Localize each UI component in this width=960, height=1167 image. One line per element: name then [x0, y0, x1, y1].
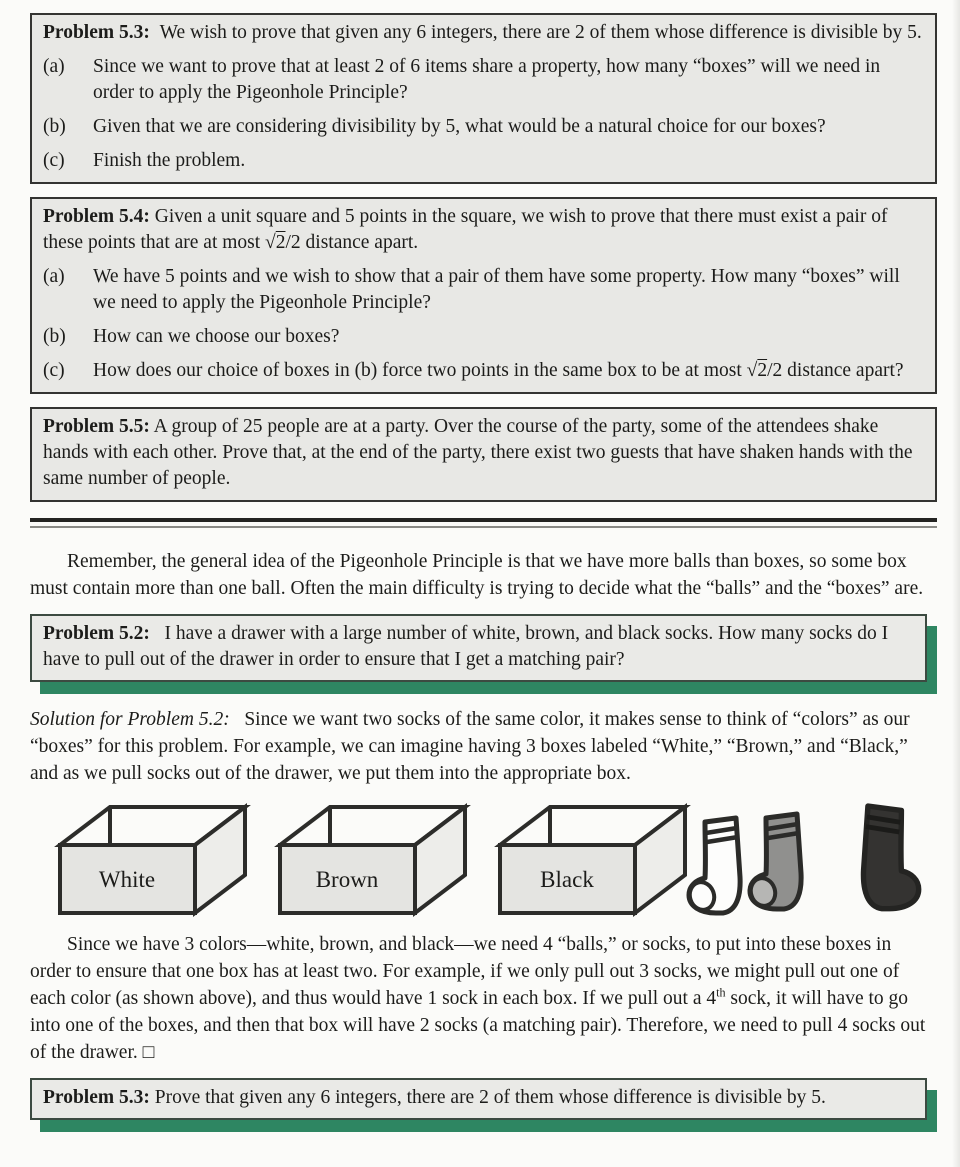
- problem-box-5-3-top: [30, 13, 937, 184]
- brown-box-icon: [280, 807, 465, 913]
- part-label: (c): [43, 360, 65, 381]
- problem-box-5-2-green: [30, 614, 927, 682]
- problem-5-3-part-b: [43, 114, 924, 140]
- problem-5-4-part-b: [43, 324, 924, 350]
- part-label: (a): [43, 56, 65, 77]
- solution-paragraph: Solution for Problem 5.2: Since we want two socks of the same color, it makes sense to think of “colors” as our “boxes” for this problem. For example, we can imagine having 3 boxes labeled “White,” “Brown,” and “Black,” and as we pull socks out of the drawer, we put them into the appropriate box.: [30, 709, 910, 784]
- part-text: Finish the problem.: [93, 150, 246, 171]
- problem-box-5-4: [30, 197, 937, 394]
- double-rule: [30, 518, 937, 528]
- conclusion-paragraph: Since we have 3 colors—white, brown, and black—we need 4 “balls,” or socks, to put into these boxes in order to ensure that one box has at least two. For example, if we only pull out 3 socks, we might pull out one of each color (as shown above), and thus would have 1 sock in each box. If we pull out a 4th sock, it will have to go into one of the boxes, and then that box will have 2 socks (a matching pair). Therefore, we need to pull 4 socks out of the drawer. □: [30, 934, 926, 1063]
- part-text: Given that we are considering divisibility by 5, what would be a natural choice for our boxes?: [93, 116, 826, 137]
- problem-5-4-part-c: [43, 358, 924, 384]
- part-label: (b): [43, 116, 66, 137]
- figure-canvas: [30, 799, 935, 925]
- sock-black-icon: [863, 806, 918, 909]
- problem-box-5-3-green: [30, 1078, 927, 1120]
- part-text: We have 5 points and we wish to show that a pair of them have some property. How many “boxes” will we need to apply the Pigeonhole Principle?: [93, 266, 900, 313]
- problem-box-5-5: [30, 407, 937, 502]
- brown-box-label: Brown: [315, 867, 379, 892]
- part-label: (c): [43, 150, 65, 171]
- problem-5-4-part-a: [43, 264, 924, 316]
- problem-5-2-statement: Problem 5.2: I have a drawer with a large number of white, brown, and black socks. How many socks do I have to pull out of the drawer in order to ensure that I get a matching pair?: [43, 623, 889, 670]
- problem-5-3-green-statement: Problem 5.3: Prove that given any 6 integers, there are 2 of them whose difference is divisible by 5.: [43, 1087, 826, 1108]
- black-box-icon: [500, 807, 685, 913]
- part-text: How can we choose our boxes?: [93, 326, 340, 347]
- page-edge-shadow: [952, 0, 960, 1167]
- problem-5-4-statement: Problem 5.4: Given a unit square and 5 points in the square, we wish to prove that there must exist a pair of these points that are at most √2/2 distance apart.: [43, 206, 888, 253]
- white-box-label: White: [98, 867, 156, 892]
- black-box-label: Black: [540, 867, 594, 892]
- part-text: How does our choice of boxes in (b) force two points in the same box to be at most √2/2 distance apart?: [93, 360, 904, 381]
- part-label: (b): [43, 326, 66, 347]
- problem-5-3-statement: Problem 5.3: We wish to prove that given any 6 integers, there are 2 of them whose difference is divisible by 5.: [43, 22, 922, 43]
- white-box-icon: [60, 807, 245, 913]
- part-text: Since we want to prove that at least 2 of 6 items share a property, how many “boxes” will we need in order to apply the Pigeonhole Principle?: [93, 56, 881, 103]
- boxes-and-socks-figure: [30, 799, 937, 925]
- sock-brown-icon: [747, 814, 801, 909]
- problem-5-5-statement: Problem 5.5: A group of 25 people are at a party. Over the course of the party, some of the attendees shake hands with each other. Prove that, at the end of the party, there exist two guests that have shaken hands with the same number of people.: [43, 416, 913, 489]
- part-label: (a): [43, 266, 65, 287]
- problem-5-3-part-a: [43, 54, 924, 106]
- sock-white-icon: [686, 818, 740, 913]
- problem-5-3-part-c: [43, 148, 924, 174]
- remember-paragraph: Remember, the general idea of the Pigeonhole Principle is that we have more balls than boxes, so some box must contain more than one ball. Often the main difficulty is trying to decide what the “balls” and the “boxes” are.: [30, 551, 924, 599]
